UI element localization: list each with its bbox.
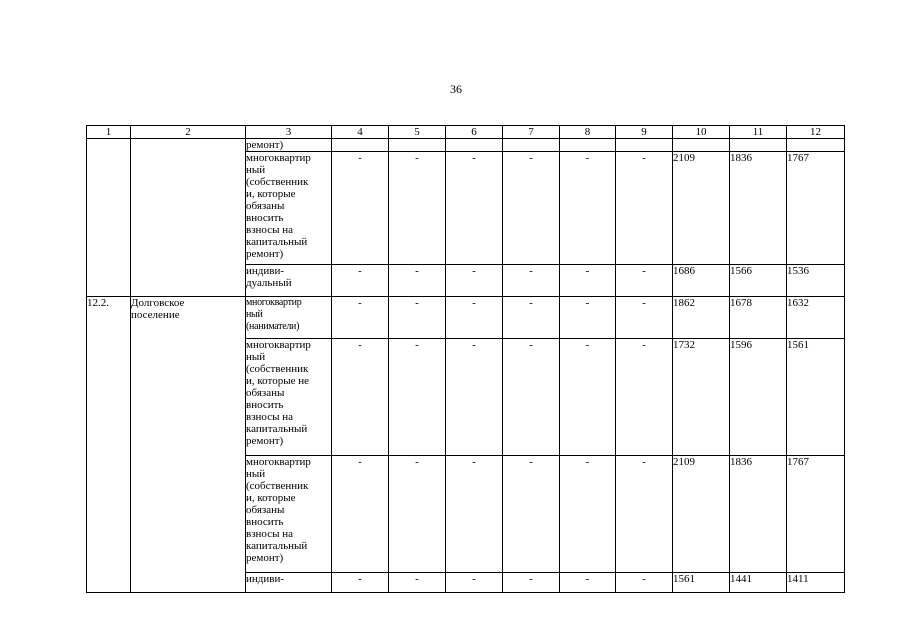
- value-cell: -: [560, 456, 616, 573]
- value-cell: -: [446, 152, 503, 265]
- value-cell: [446, 139, 503, 152]
- value-cell: 1686: [673, 265, 730, 297]
- value-cell: -: [503, 152, 560, 265]
- value-cell: -: [446, 265, 503, 297]
- value-cell: [673, 139, 730, 152]
- value-cell: -: [616, 339, 673, 456]
- row-number-cell: 12.2.: [87, 297, 131, 593]
- value-cell: [503, 139, 560, 152]
- column-header: 9: [616, 126, 673, 139]
- value-cell: 1767: [787, 152, 845, 265]
- value-cell: 1411: [787, 573, 845, 593]
- column-header: 8: [560, 126, 616, 139]
- value-cell: -: [560, 265, 616, 297]
- value-cell: 1732: [673, 339, 730, 456]
- value-cell: -: [503, 297, 560, 339]
- value-cell: 2109: [673, 152, 730, 265]
- value-cell: 1678: [730, 297, 787, 339]
- column-header: 4: [332, 126, 389, 139]
- housing-type-cell: многоквартир ный (наниматели): [246, 297, 332, 339]
- value-cell: [332, 139, 389, 152]
- value-cell: -: [332, 573, 389, 593]
- value-cell: -: [616, 152, 673, 265]
- value-cell: -: [446, 573, 503, 593]
- value-cell: [730, 139, 787, 152]
- value-cell: -: [332, 456, 389, 573]
- value-cell: -: [503, 339, 560, 456]
- value-cell: -: [389, 297, 446, 339]
- value-cell: -: [446, 339, 503, 456]
- value-cell: 1561: [673, 573, 730, 593]
- table-row: [87, 297, 845, 339]
- housing-type-cell: многоквартир ный (собственник и, которые обязаны вносить взносы на капитальный ремонт): [246, 152, 332, 265]
- row-number-cell: [87, 139, 131, 297]
- value-cell: -: [389, 265, 446, 297]
- column-header: 6: [446, 126, 503, 139]
- value-cell: [560, 139, 616, 152]
- column-numbers-row: [87, 126, 845, 139]
- value-cell: -: [389, 573, 446, 593]
- value-cell: -: [332, 297, 389, 339]
- value-cell: 1836: [730, 456, 787, 573]
- housing-type-cell: многоквартир ный (собственник и, которые обязаны вносить взносы на капитальный ремонт): [246, 456, 332, 573]
- value-cell: 2109: [673, 456, 730, 573]
- value-cell: -: [446, 297, 503, 339]
- value-cell: -: [560, 339, 616, 456]
- column-header: 11: [730, 126, 787, 139]
- housing-type-cell: индиви- дуальный: [246, 265, 332, 297]
- value-cell: -: [616, 265, 673, 297]
- value-cell: [787, 139, 845, 152]
- value-cell: -: [389, 456, 446, 573]
- tariff-table: [86, 125, 845, 593]
- housing-type-cell: индиви-: [246, 573, 332, 593]
- column-header: 5: [389, 126, 446, 139]
- value-cell: -: [616, 573, 673, 593]
- value-cell: -: [503, 265, 560, 297]
- value-cell: -: [332, 152, 389, 265]
- value-cell: 1862: [673, 297, 730, 339]
- value-cell: 1561: [787, 339, 845, 456]
- housing-type-cell: многоквартир ный (собственник и, которые не обязаны вносить взносы на капитальный ремонт): [246, 339, 332, 456]
- value-cell: -: [446, 456, 503, 573]
- value-cell: -: [389, 339, 446, 456]
- page-number: 36: [450, 82, 462, 96]
- value-cell: -: [332, 265, 389, 297]
- value-cell: 1632: [787, 297, 845, 339]
- value-cell: 1536: [787, 265, 845, 297]
- value-cell: [389, 139, 446, 152]
- value-cell: -: [332, 339, 389, 456]
- value-cell: 1596: [730, 339, 787, 456]
- column-header: 12: [787, 126, 845, 139]
- settlement-name-cell: Долговское поселение: [131, 297, 246, 593]
- value-cell: -: [389, 152, 446, 265]
- column-header: 10: [673, 126, 730, 139]
- value-cell: [616, 139, 673, 152]
- settlement-name-cell: [131, 139, 246, 297]
- value-cell: -: [503, 456, 560, 573]
- value-cell: -: [560, 152, 616, 265]
- column-header: 7: [503, 126, 560, 139]
- table-row: [87, 139, 845, 152]
- column-header: 2: [131, 126, 246, 139]
- value-cell: -: [503, 573, 560, 593]
- value-cell: 1441: [730, 573, 787, 593]
- value-cell: -: [616, 456, 673, 573]
- housing-type-cell: ремонт): [246, 139, 332, 152]
- value-cell: -: [560, 297, 616, 339]
- value-cell: -: [560, 573, 616, 593]
- column-header: 1: [87, 126, 131, 139]
- value-cell: 1767: [787, 456, 845, 573]
- value-cell: 1836: [730, 152, 787, 265]
- column-header: 3: [246, 126, 332, 139]
- value-cell: 1566: [730, 265, 787, 297]
- value-cell: -: [616, 297, 673, 339]
